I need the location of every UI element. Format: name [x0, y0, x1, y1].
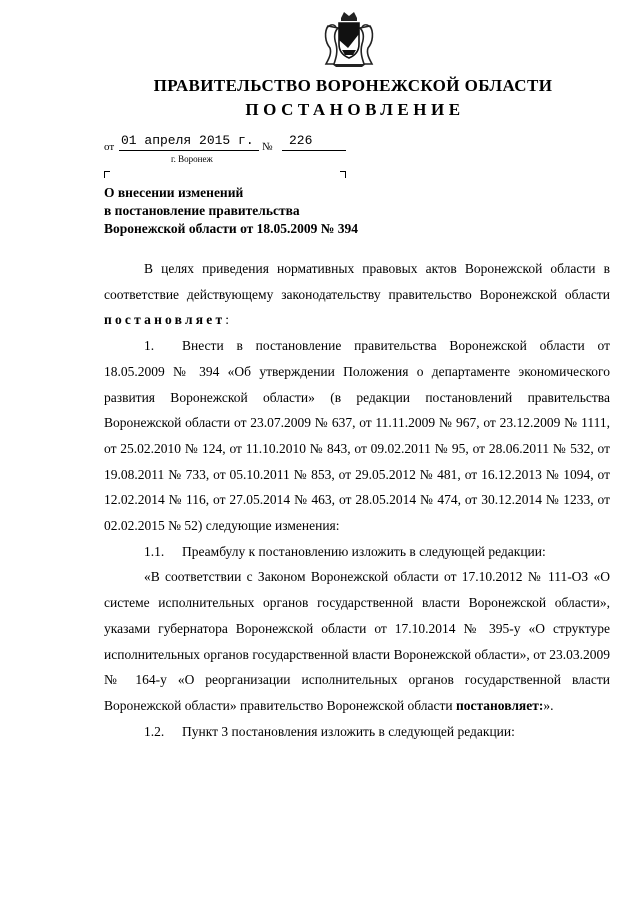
subject-line: Воронежской области от 18.05.2009 № 394 — [104, 221, 358, 236]
item-number: 1.1. — [144, 543, 165, 559]
coat-of-arms-icon — [322, 10, 376, 68]
item-1-paragraph: 1. Внести в постановление правительства Воронежской области от 18.05.2009 № 394 «Об утверждении Положения о департаменте экономического развития Воронежской области» (в редакции постановлений правительства Воронежской области от 23.07.2009 № 637, от 11.11.2009 № 967, от 23.12.2009 № 1111, от 25.02.2010 № 124, от 11.10.2010 № 843, от 09.02.2011 № 95, от 28.06.2011 № 532, от 19.08.2011 № 733, от 05.10.2011 № 853, от 29.05.2012 № 481, от 16.12.2013 № 1094, от 12.02.2014 № 116, от 27.05.2014 № 463, от 28.05.2014 № 474, от 30.12.2014 № 1233, от 02.02.2015 № 52) следующие изменения: — [104, 333, 610, 539]
resolves-keyword: постановляет — [104, 312, 226, 328]
government-name: ПРАВИТЕЛЬСТВО ВОРОНЕЖСКОЙ ОБЛАСТИ — [153, 76, 553, 95]
document-type: ПОСТАНОВЛЕНИЕ — [245, 100, 465, 119]
quoted-preamble-paragraph: «В соответствии с Законом Воронежской области от 17.10.2012 № 111-ОЗ «О системе исполнительных органов государственной власти Воронежской области», указами губернатора Воронежской области от 17.10.2014 № 395-у «О структуре исполнительных органов государственной власти Воронежской области», от 23.03.2009 № 164-у «О реорганизации исполнительных органов государственной власти Воронежской области» правительство Воронежской области постановляет:». — [104, 569, 610, 713]
document-city: г. Воронеж — [171, 154, 213, 164]
subject-bracket-left — [104, 171, 110, 178]
number-underline — [282, 150, 346, 151]
subject-line: в постановление правительства — [104, 203, 300, 218]
item-number: 1. — [144, 338, 155, 354]
document-body — [104, 256, 610, 744]
item-number: 1.2. — [144, 723, 165, 739]
document-number: 226 — [289, 133, 313, 148]
document-subject — [104, 184, 444, 238]
item-1-1-paragraph: 1.1. Преамбулу к постановлению изложить в следующей редакции: — [104, 539, 610, 565]
date-underline — [119, 150, 259, 151]
date-prefix: от — [104, 141, 115, 153]
number-prefix: № — [262, 141, 273, 153]
quoted-keyword: постановляет: — [455, 697, 544, 713]
item-1-2-paragraph: 1.2. Пункт 3 постановления изложить в следующей редакции: — [104, 719, 610, 745]
subject-line: О внесении изменений — [104, 185, 244, 200]
document-date: 01 апреля 2015 г. — [121, 133, 254, 148]
intro-paragraph: В целях приведения нормативных правовых актов Воронежской области в соответствие действующему законодательству правительство Воронежской области постановляет: — [104, 261, 610, 328]
subject-bracket-right — [340, 171, 346, 178]
